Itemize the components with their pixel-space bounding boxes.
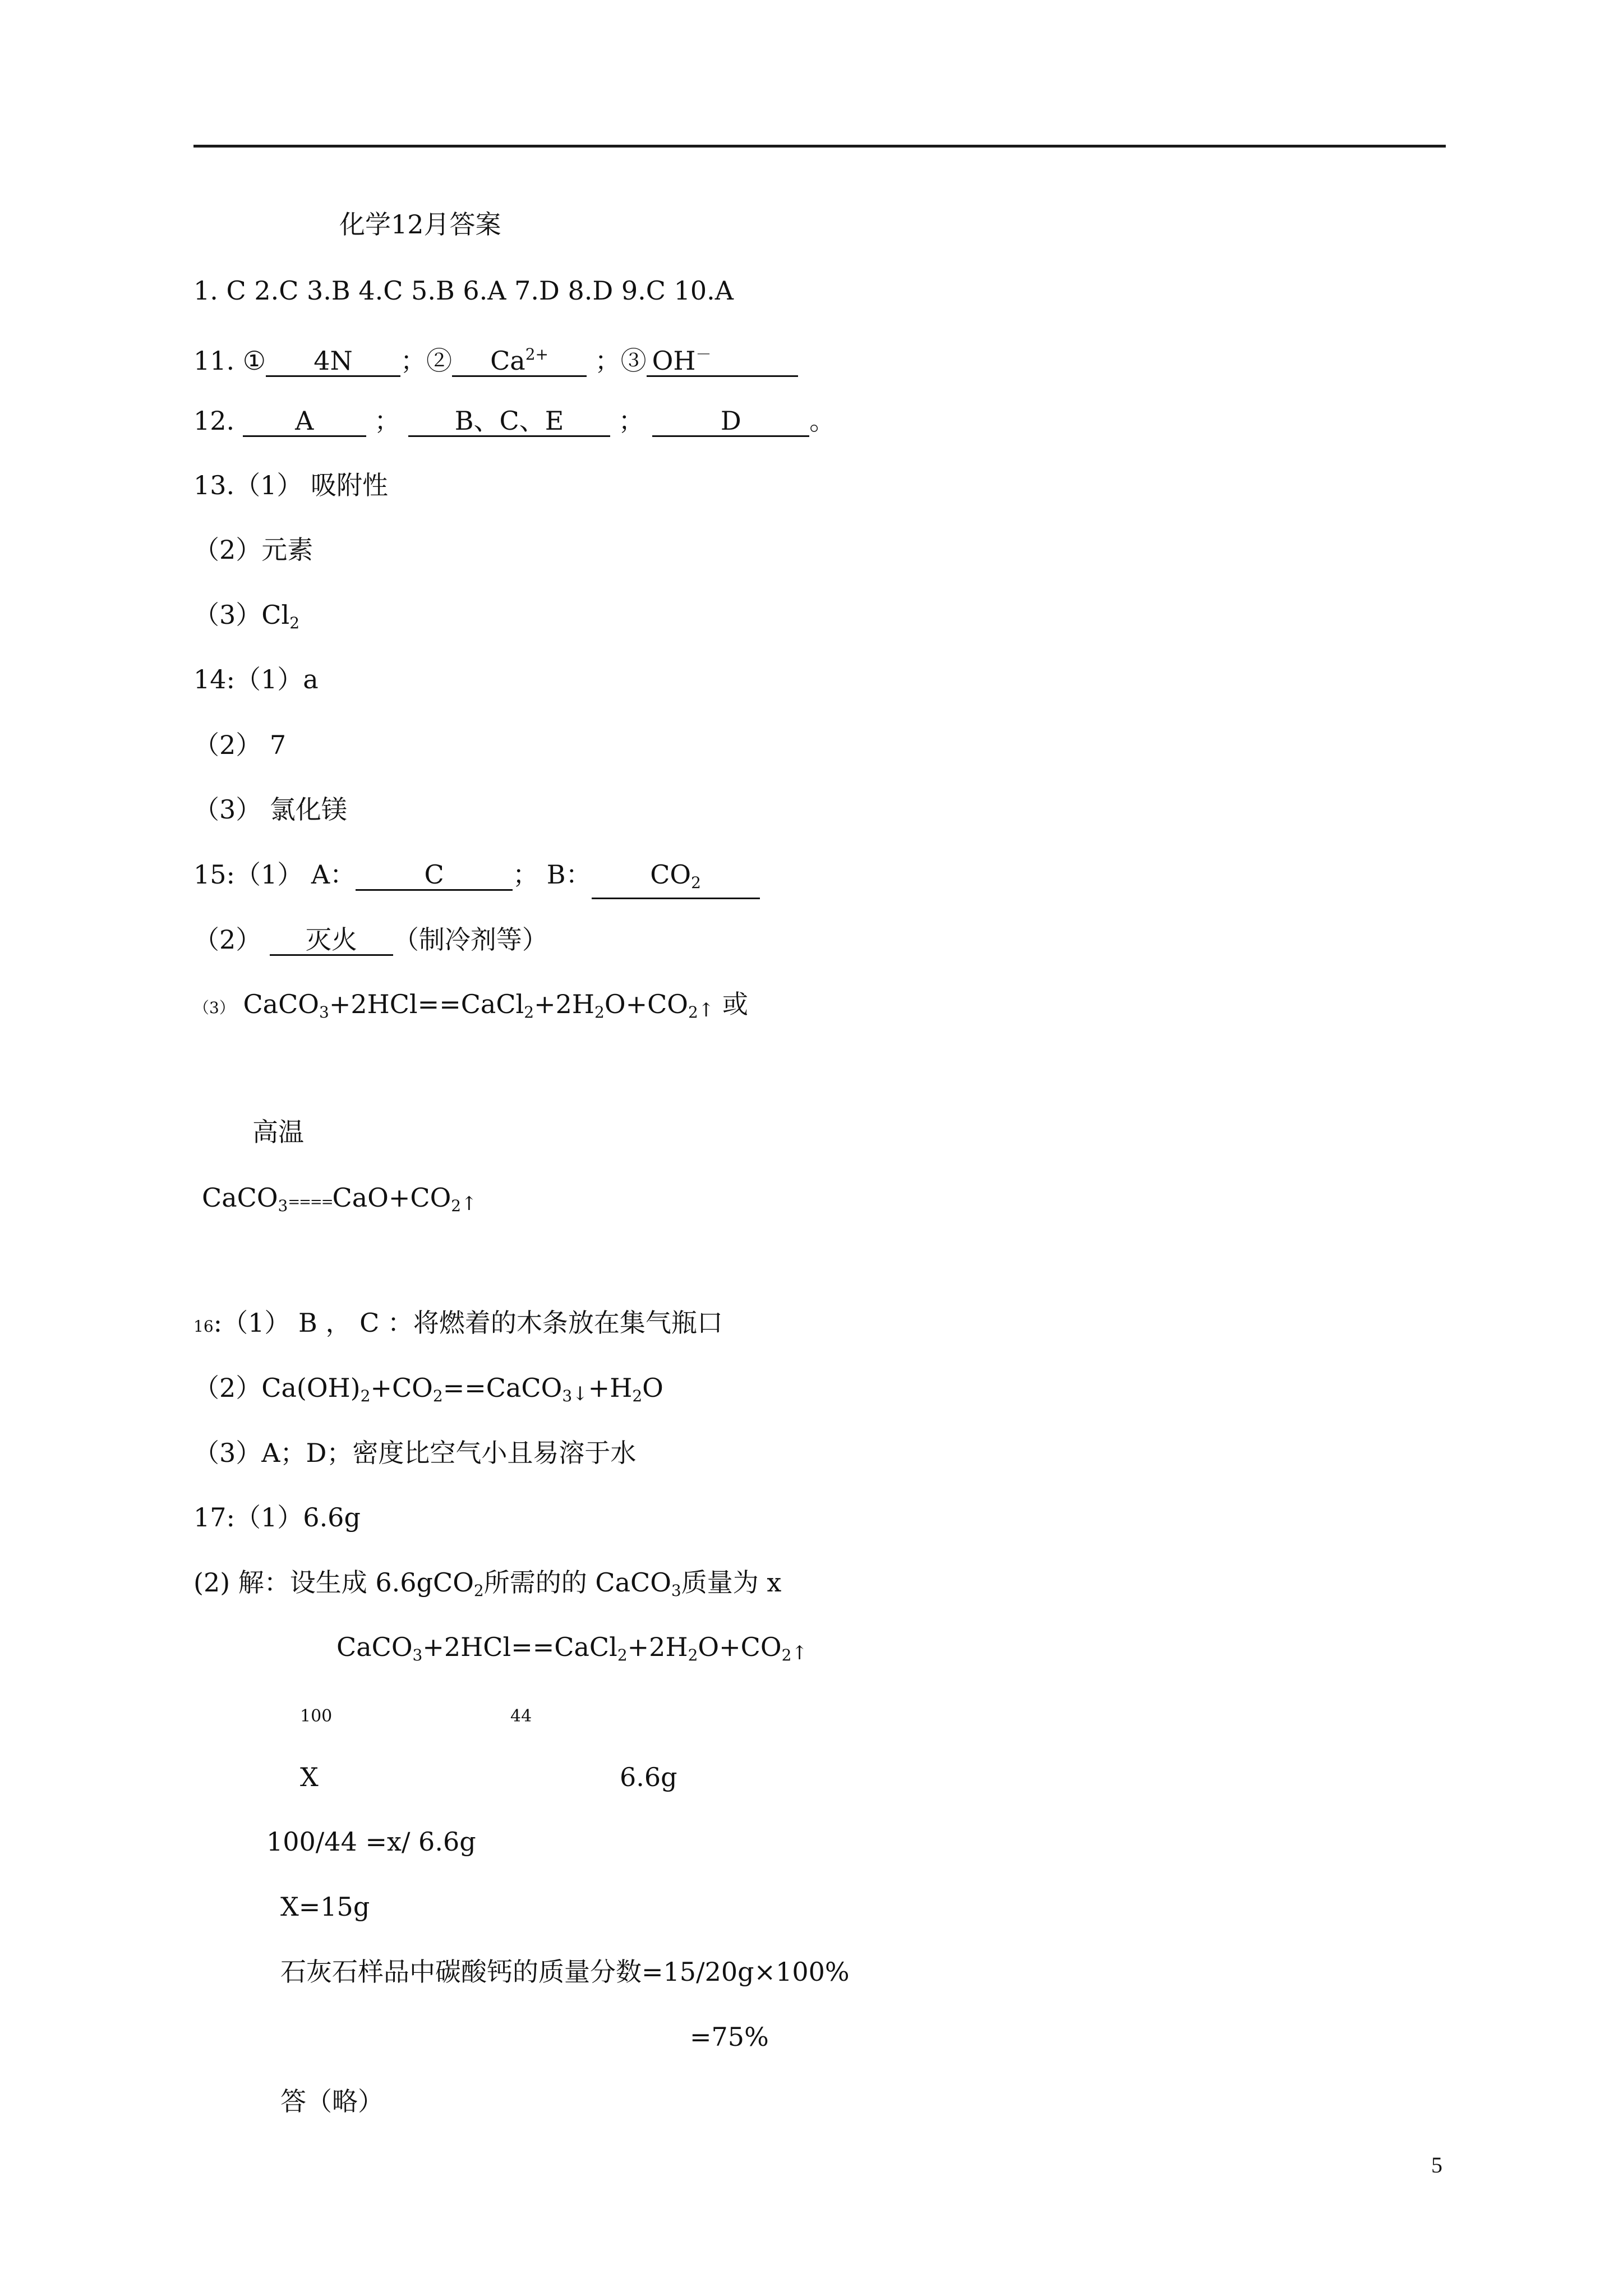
answer-15-2: （2） 灭火 （制冷剂等） (193, 924, 548, 955)
answer-omitted: 答（略） (280, 2086, 384, 2116)
blank-12-2: B、C、E (408, 406, 610, 437)
answer-16-3: （3）A；D；密度比空气小且易溶于水 (193, 1438, 637, 1468)
answer-14-1: 14:（1）a (193, 664, 319, 694)
var-mass: 6.6g (620, 1762, 677, 1792)
page-number: 5 (1431, 2152, 1442, 2178)
answer-13-3: $(3)Cl_2$ (193, 600, 300, 632)
blank-11-2: $Ca^{2+}$ (452, 340, 587, 377)
blank-12-3: D (652, 406, 809, 437)
header-rule (193, 145, 1446, 148)
blank-15-a: C (356, 860, 513, 891)
ratio: 100/44 =x/ 6.6g (266, 1826, 476, 1857)
answer-15-1: 15:（1） A： C ； B： $CO_2$ (193, 859, 760, 899)
answers-1-10: 1. C 2.C 3.B 4.C 5.B 6.A 7.D 8.D 9.C 10.A (193, 275, 734, 306)
answer-16-1: 16:（1） B ， C ：将燃着的木条放在集气瓶口 (193, 1308, 723, 1338)
blank-15-2: 灭火 (270, 925, 393, 956)
page-title: 化学12月答案 (339, 209, 501, 240)
molar-mass-caco3: 100 (300, 1706, 333, 1726)
mass-fraction: 石灰石样品中碳酸钙的质量分数=15/20g×100% (280, 1957, 850, 1987)
answer-11: 11. ① 4N ；② $Ca^{2+}$ ；③ OH－ (193, 340, 798, 377)
equation-decomposition: $CaCO_3====CaO+CO_2↑$ (202, 1182, 477, 1215)
answer-13-1: 13.（1） 吸附性 (193, 470, 389, 500)
equation-17: $CaCO_3+2HCl==CaCl_2+2H_2O+CO_2↑$ (336, 1632, 808, 1664)
answer-14-3: （3） 氯化镁 (193, 794, 347, 825)
mass-fraction-result: =75% (690, 2022, 769, 2052)
answer-17-1: 17:（1）6.6g (193, 1502, 361, 1533)
answer-12: 12. A ； B、C、E ； D 。 (193, 406, 836, 436)
blank-11-1: 4N (266, 346, 400, 377)
var-x: X (300, 1762, 319, 1792)
molar-mass-co2: 44 (510, 1706, 532, 1726)
answer-13-2: （2）元素 (193, 535, 313, 565)
answer-14-2: （2） 7 (193, 730, 287, 760)
answer-15-3: （3） $CaCO_3+2HCl==CaCl_2+2H_2O+CO_2↑$ 或 (193, 989, 748, 1022)
reaction-condition: 高温 (252, 1117, 304, 1147)
x-value: X=15g (280, 1892, 370, 1922)
blank-15-b: $CO_2$ (592, 860, 760, 899)
blank-12-1: A (243, 406, 366, 437)
blank-11-3: OH－ (647, 340, 798, 377)
answer-17-2: (2) 解：设生成 6.6gCO$_2$所需的的 CaCO$_3$质量为 x (193, 1567, 782, 1600)
answer-16-2: $(2)Ca(OH)_2+CO_2==CaCO_3↓+H_2O$ (193, 1373, 663, 1405)
